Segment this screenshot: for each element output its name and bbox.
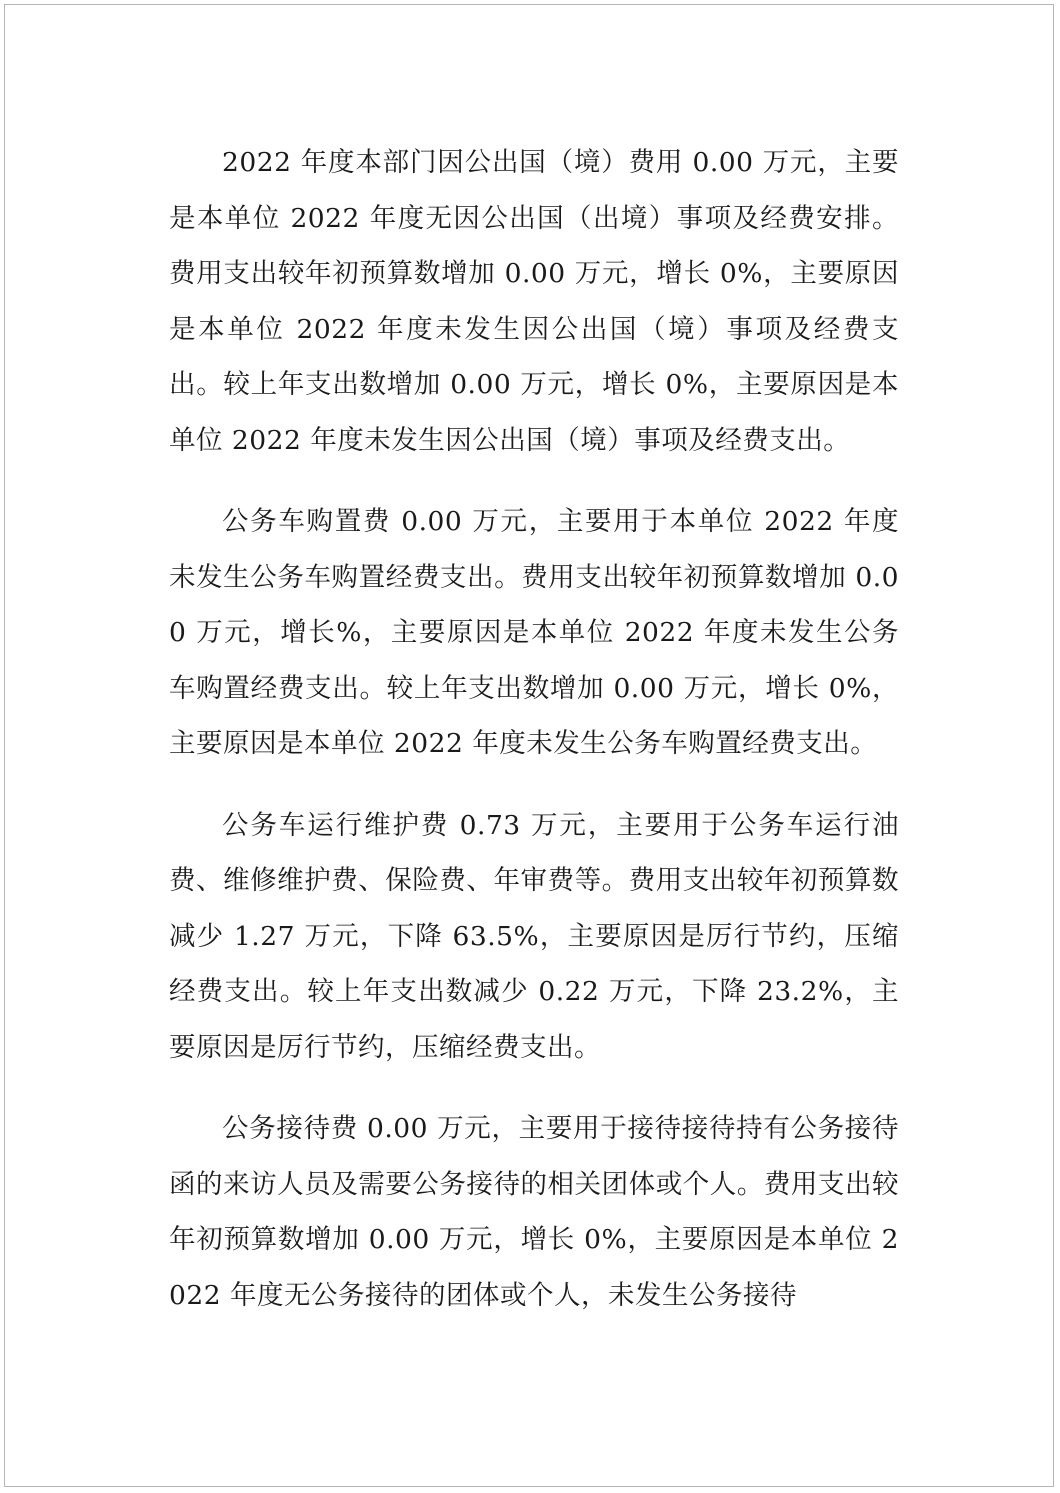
- paragraph-vehicle-purchase: 公务车购置费 0.00 万元，主要用于本单位 2022 年度未发生公务车购置经费支出。费用支出较年初预算数增加 0.00 万元，增长%，主要原因是本单位 2022 年度未发生公务车购置经费支出。较上年支出数增加 0.00 万元，增长 0%，主要原因是本单位 2022 年度未发生公务车购置经费支出。: [169, 506, 899, 759]
- paragraph-vehicle-maintenance: 公务车运行维护费 0.73 万元，主要用于公务车运行油费、维修维护费、保险费、年审费等。费用支出较年初预算数减少 1.27 万元，下降 63.5%，主要原因是厉行节约，压缩经费支出。较上年支出数减少 0.22 万元，下降 23.2%，主要原因是厉行节约，压缩经费支出。: [169, 809, 899, 1063]
- paragraph-overseas-travel: 2022 年度本部门因公出国（境）费用 0.00 万元，主要是本单位 2022 年度无因公出国（出境）事项及经费安排。费用支出较年初预算数增加 0.00 万元，增长 0%，主要原因是本单位 2022 年度未发生因公出国（境）事项及经费支出。较上年支出数增加 0.00 万元，增长 0%，主要原因是本单位 2022 年度未发生因公出国（境）事项及经费支出。: [169, 147, 899, 456]
- document-page: [4, 4, 1054, 1487]
- document-body: [169, 135, 899, 1349]
- paragraph-official-reception: 公务接待费 0.00 万元，主要用于接待接待持有公务接待函的来访人员及需要公务接待的相关团体或个人。费用支出较年初预算数增加 0.00 万元，增长 0%，主要原因是本单位 2022 年度无公务接待的团体或个人，未发生公务接待: [169, 1113, 899, 1311]
